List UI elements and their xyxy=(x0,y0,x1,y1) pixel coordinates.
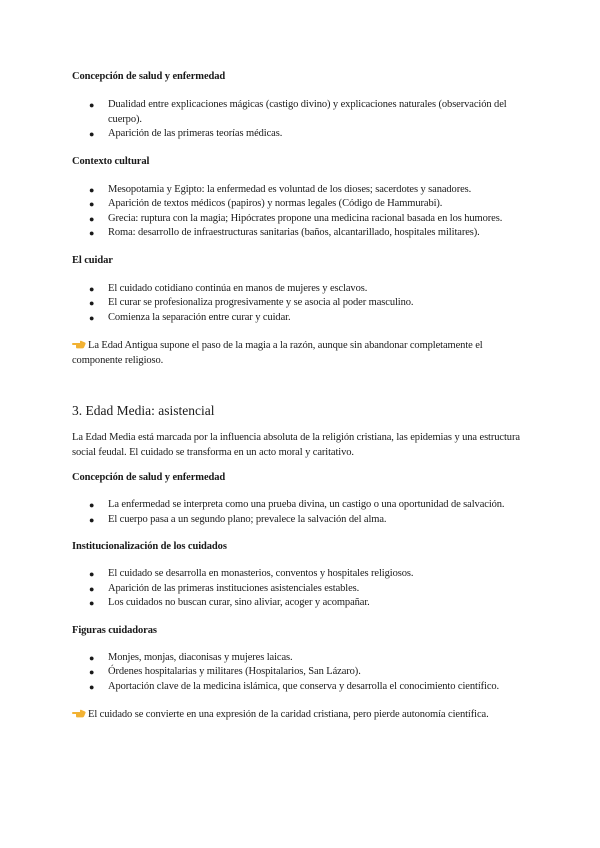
bullet-icon: ● xyxy=(89,298,95,308)
list-item: ● El cuerpo pasa a un segundo plano; prevalece la salvación del alma. xyxy=(72,513,532,528)
summary-note-text: La Edad Antigua supone el paso de la magia a la razón, aunque sin abandonar completamente el componente religioso. xyxy=(72,340,483,366)
list-item: ● Dualidad entre explicaciones mágicas (castigo divino) y explicaciones naturales (observación del cuerpo). xyxy=(89,99,507,125)
list-item: ● Órdenes hospitalarias y militares (Hospitalarios, San Lázaro). xyxy=(72,665,532,680)
summary-note-text: El cuidado se convierte en una expresión de la caridad cristiana, pero pierde autonomía científica. xyxy=(88,709,489,720)
list-item: ● Grecia: ruptura con la magia; Hipócrates propone una medicina racional basada en los humores. xyxy=(72,212,532,227)
list-item: ● Roma: desarrollo de infraestructuras sanitarias (baños, alcantarillado, hospitales militares). xyxy=(72,226,532,241)
list-concepcion-1 xyxy=(72,98,532,142)
bullet-icon: ● xyxy=(89,598,95,608)
list-institucionalizacion xyxy=(72,567,532,611)
summary-note-2 xyxy=(72,707,532,722)
bullet-icon: ● xyxy=(89,100,95,110)
pointing-hand-icon xyxy=(72,339,86,349)
section-heading-edad-media: 3. Edad Media: asistencial xyxy=(72,403,215,418)
subheading-cuidar: El cuidar xyxy=(72,254,113,266)
bullet-icon: ● xyxy=(89,283,95,294)
bullet-icon: ● xyxy=(89,199,95,209)
list-concepcion-2 xyxy=(72,498,532,527)
list-item: ● Comienza la separación entre curar y cuidar. xyxy=(72,311,532,326)
list-item: ● Aparición de textos médicos (papiros) y normas legales (Código de Hammurabi). xyxy=(72,197,532,212)
list-item: ● Monjes, monjas, diaconisas y mujeres laicas. xyxy=(72,651,532,666)
bullet-icon: ● xyxy=(89,129,95,139)
subheading-concepcion-2: Concepción de salud y enfermedad xyxy=(72,472,226,483)
bullet-icon: ● xyxy=(89,213,95,224)
bullet-icon: ● xyxy=(89,652,95,663)
page-content xyxy=(72,70,532,722)
subheading-contexto: Contexto cultural xyxy=(72,155,150,167)
bullet-icon: ● xyxy=(89,681,95,692)
list-item: ● Mesopotamia y Egipto: la enfermedad es voluntad de los dioses; sacerdotes y sanadores. xyxy=(72,183,532,198)
list-contexto xyxy=(72,183,532,241)
list-item: ● Aparición de las primeras teorías médicas. xyxy=(72,127,532,142)
list-cuidar xyxy=(72,282,532,326)
pointing-hand-icon xyxy=(72,708,86,718)
list-item: ● El curar se profesionaliza progresivamente y se asocia al poder masculino. xyxy=(72,296,532,311)
bullet-icon: ● xyxy=(89,667,95,677)
list-item: ● El cuidado se desarrolla en monasterios, conventos y hospitales religiosos. xyxy=(72,567,532,582)
intro-paragraph: La Edad Media está marcada por la influencia absoluta de la religión cristiana, las epidemias y una estructura social feudal. El cuidado se transforma en un acto moral y caritativo. xyxy=(72,432,520,458)
bullet-icon: ● xyxy=(89,184,95,195)
list-item: ● Aparición de las primeras instituciones asistenciales estables. xyxy=(72,582,532,597)
list-figuras xyxy=(72,651,532,695)
subheading-institucionalizacion: Institucionalización de los cuidados xyxy=(72,541,227,552)
bullet-icon: ● xyxy=(89,569,95,579)
summary-note-1 xyxy=(72,338,532,368)
bullet-icon: ● xyxy=(89,312,95,323)
bullet-icon: ● xyxy=(89,500,95,510)
subheading-concepcion-1: Concepción de salud y enfermedad xyxy=(72,71,226,82)
list-item: ● Aportación clave de la medicina islámica, que conserva y desarrolla el conocimiento científico. xyxy=(72,680,532,695)
list-item: ● El cuidado cotidiano continúa en manos de mujeres y esclavos. xyxy=(72,282,532,297)
list-item: ● Los cuidados no buscan curar, sino aliviar, acoger y acompañar. xyxy=(72,596,532,611)
bullet-icon: ● xyxy=(89,583,95,594)
list-item: ● La enfermedad se interpreta como una prueba divina, un castigo o una oportunidad de salvación. xyxy=(72,498,532,513)
bullet-icon: ● xyxy=(89,228,95,238)
subheading-figuras: Figuras cuidadoras xyxy=(72,624,157,636)
bullet-icon: ● xyxy=(89,514,95,525)
